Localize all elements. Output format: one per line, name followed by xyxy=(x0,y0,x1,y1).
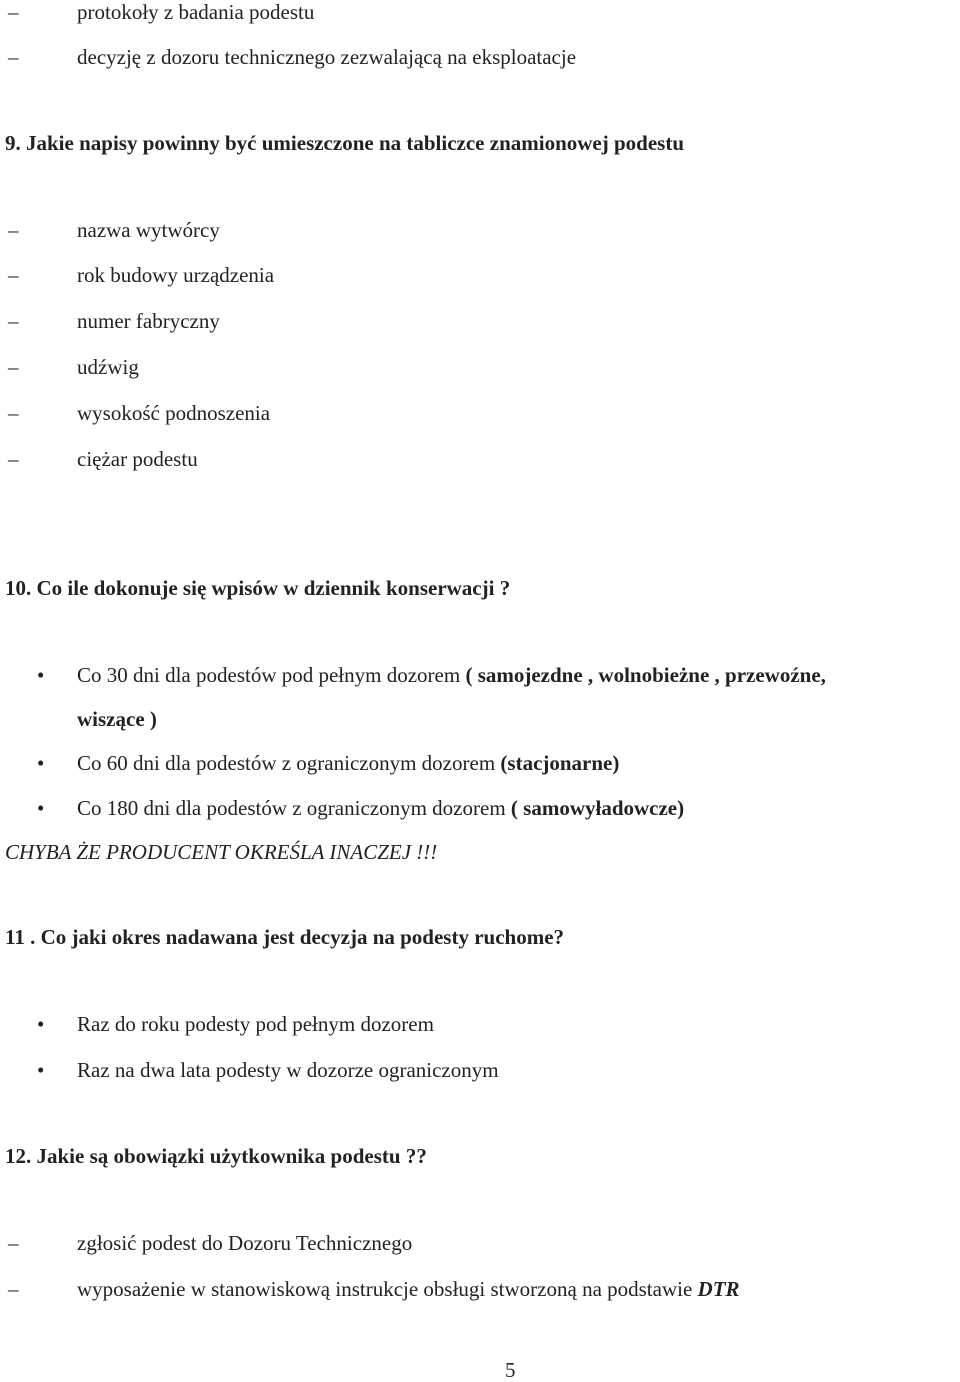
list-item-text: Raz na dwa lata podesty w dozorze ograniczonym xyxy=(77,1058,499,1082)
question-11-heading: 11 . Co jaki okres nadawana jest decyzja na podesty ruchome? xyxy=(5,925,565,949)
dash-bullet: – xyxy=(8,0,19,24)
dash-bullet: – xyxy=(8,1231,19,1255)
list-item-text: protokoły z badania podestu xyxy=(77,0,315,24)
list-item-text: Co 30 dni dla podestów pod pełnym dozorem ( samojezdne , wolnobieżne , przewoźne, xyxy=(77,663,826,687)
bullet-icon: • xyxy=(37,1058,45,1082)
question-9-heading: 9. Jakie napisy powinny być umieszczone na tabliczce znamionowej podestu xyxy=(5,131,685,155)
list-item-text: rok budowy urządzenia xyxy=(77,263,275,287)
question-10-heading: 10. Co ile dokonuje się wpisów w dziennik konserwacji ? xyxy=(5,576,511,600)
dash-bullet: – xyxy=(8,45,19,69)
dash-bullet: – xyxy=(8,309,19,333)
bullet-icon: • xyxy=(37,1012,45,1036)
dash-bullet: – xyxy=(8,401,19,425)
bullet-icon: • xyxy=(37,751,45,775)
list-item-text: Co 60 dni dla podestów z ograniczonym dozorem (stacjonarne) xyxy=(77,751,620,775)
list-item-text: zgłosić podest do Dozoru Technicznego xyxy=(77,1231,413,1255)
list-item-text: udźwig xyxy=(77,355,139,379)
list-item-text: ciężar podestu xyxy=(77,447,198,471)
list-item-text: decyzję z dozoru technicznego zezwalającą na eksploatacje xyxy=(77,45,577,69)
bullet-icon: • xyxy=(37,796,45,820)
question-12-heading: 12. Jakie są obowiązki użytkownika podestu ?? xyxy=(5,1144,427,1168)
list-item-text: wyposażenie w stanowiskową instrukcje obsługi stworzoną na podstawie DTR xyxy=(77,1277,740,1301)
bullet-icon: • xyxy=(37,663,45,687)
list-item-text: wysokość podnoszenia xyxy=(77,401,271,425)
list-item-text: Raz do roku podesty pod pełnym dozorem xyxy=(77,1012,434,1036)
page-number: 5 xyxy=(505,1358,516,1382)
dash-bullet: – xyxy=(8,218,19,242)
dash-bullet: – xyxy=(8,263,19,287)
producer-note: CHYBA ŻE PRODUCENT OKREŚLA INACZEJ !!! xyxy=(5,840,438,864)
dash-bullet: – xyxy=(8,1277,19,1301)
list-item-text: numer fabryczny xyxy=(77,309,220,333)
dash-bullet: – xyxy=(8,447,19,471)
list-item-text: nazwa wytwórcy xyxy=(77,218,220,242)
list-item-text: Co 180 dni dla podestów z ograniczonym dozorem ( samowyładowcze) xyxy=(77,796,685,820)
list-item-text: wiszące ) xyxy=(77,707,157,731)
dash-bullet: – xyxy=(8,355,19,379)
